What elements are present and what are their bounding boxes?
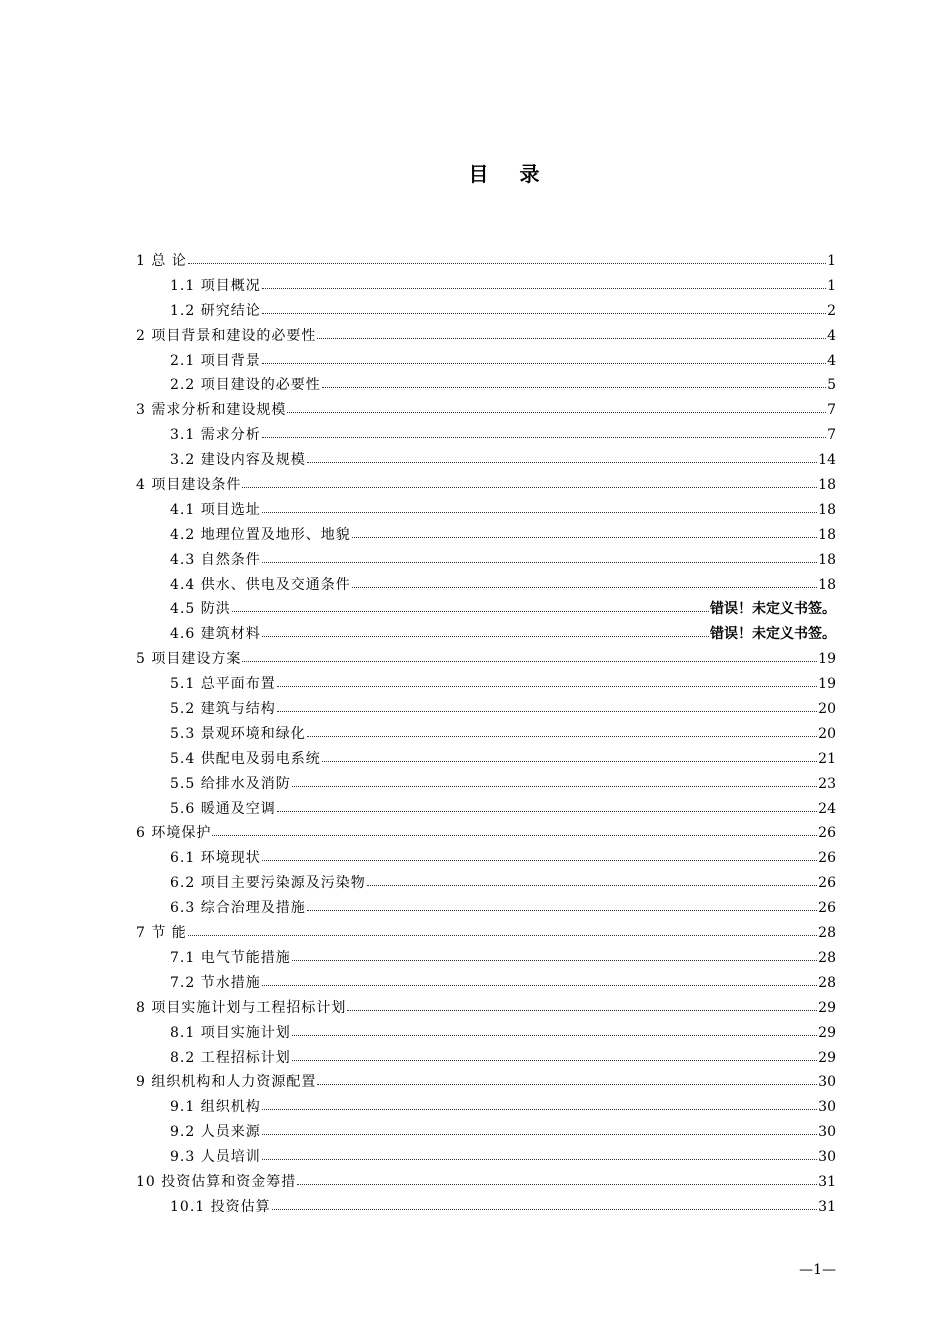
toc-entry[interactable] (136, 448, 836, 473)
dot-leader (262, 973, 817, 987)
dot-leader (277, 674, 817, 688)
toc-entry-page-number: 21 (818, 750, 836, 767)
toc-entry-page-number: 20 (818, 725, 836, 742)
toc-entry-text: 4.2 地理位置及地形、地貌 (170, 526, 351, 543)
toc-entry-page-number: 4 (827, 327, 836, 344)
toc-entry[interactable] (136, 299, 836, 324)
toc-entry-text: 4.3 自然条件 (170, 551, 261, 568)
toc-entry[interactable] (136, 996, 836, 1021)
dot-leader (242, 475, 817, 489)
toc-entry-page-number: 14 (818, 452, 836, 469)
toc-entry-text: 3.2 建设内容及规模 (170, 452, 306, 469)
page-number-footer: —1— (799, 1262, 836, 1278)
table-of-contents (136, 249, 836, 1220)
toc-entry[interactable] (136, 946, 836, 971)
toc-entry[interactable] (136, 622, 836, 647)
toc-entry-text: 8.2 工程招标计划 (170, 1049, 291, 1066)
toc-entry-text: 6.2 项目主要污染源及污染物 (170, 875, 366, 892)
dot-leader (262, 301, 826, 315)
dot-leader (262, 425, 826, 439)
toc-entry[interactable] (136, 697, 836, 722)
toc-entry[interactable] (136, 722, 836, 747)
toc-entry-page-number: 30 (818, 1099, 836, 1116)
toc-entry-text: 5.3 景观环境和绿化 (170, 725, 306, 742)
toc-entry-text: 10 投资估算和资金筹措 (136, 1173, 297, 1190)
toc-entry[interactable] (136, 921, 836, 946)
toc-entry-page-number: 18 (818, 477, 836, 494)
toc-entry-page-number: 29 (818, 1024, 836, 1041)
toc-entry-page-number: 30 (818, 1074, 836, 1091)
toc-entry-text: 9.3 人员培训 (170, 1149, 261, 1166)
toc-entry-page-number: 26 (818, 850, 836, 867)
toc-entry-page-number: 18 (818, 501, 836, 518)
dot-leader (232, 599, 709, 613)
dot-leader (188, 251, 826, 265)
toc-entry[interactable] (136, 573, 836, 598)
dot-leader (262, 500, 817, 514)
toc-entry[interactable] (136, 473, 836, 498)
dot-leader (287, 400, 826, 414)
toc-entry-text: 7.1 电气节能措施 (170, 949, 291, 966)
toc-entry[interactable] (136, 1070, 836, 1095)
toc-entry[interactable] (136, 1046, 836, 1071)
toc-title: 目 录 (468, 162, 552, 186)
toc-entry-page-number: 28 (818, 925, 836, 942)
toc-entry-text: 5.2 建筑与结构 (170, 701, 276, 718)
toc-entry[interactable] (136, 846, 836, 871)
toc-entry[interactable] (136, 1195, 836, 1220)
toc-entry-error-message: 错误！未定义书签。 (710, 626, 836, 643)
toc-entry-text: 2.1 项目背景 (170, 352, 261, 369)
toc-entry-page-number: 18 (818, 526, 836, 543)
dot-leader (322, 749, 817, 763)
toc-entry[interactable] (136, 647, 836, 672)
toc-entry-page-number: 18 (818, 551, 836, 568)
toc-entry-page-number: 30 (818, 1149, 836, 1166)
dot-leader (367, 873, 817, 887)
toc-entry-page-number: 26 (818, 825, 836, 842)
toc-entry-page-number: 30 (818, 1124, 836, 1141)
dot-leader (277, 799, 817, 813)
toc-entry[interactable] (136, 1095, 836, 1120)
toc-entry-text: 6 环境保护 (136, 825, 212, 842)
toc-entry-page-number: 19 (818, 651, 836, 668)
toc-entry-text: 1.1 项目概况 (170, 277, 261, 294)
dot-leader (262, 624, 709, 638)
dot-leader (292, 1023, 817, 1037)
dot-leader (352, 575, 817, 589)
toc-entry-page-number: 29 (818, 1049, 836, 1066)
toc-entry[interactable] (136, 871, 836, 896)
toc-entry-text: 6.3 综合治理及措施 (170, 900, 306, 917)
toc-entry[interactable] (136, 498, 836, 523)
dot-leader (242, 649, 817, 663)
toc-entry-text: 5.5 给排水及消防 (170, 775, 291, 792)
dot-leader (212, 823, 817, 837)
toc-entry-text: 7 节 能 (136, 925, 187, 942)
dot-leader (307, 724, 817, 738)
toc-entry-text: 4.5 防洪 (170, 601, 231, 618)
toc-entry-text: 9 组织机构和人力资源配置 (136, 1074, 317, 1091)
toc-entry-page-number: 23 (818, 775, 836, 792)
toc-entry-text: 7.2 节水措施 (170, 974, 261, 991)
toc-entry-text: 1.2 研究结论 (170, 302, 261, 319)
dot-leader (188, 923, 817, 937)
toc-entry-text: 3 需求分析和建设规模 (136, 402, 287, 419)
toc-entry-text: 10.1 投资估算 (170, 1198, 271, 1215)
toc-entry-text: 2 项目背景和建设的必要性 (136, 327, 317, 344)
toc-entry-text: 4.6 建筑材料 (170, 626, 261, 643)
toc-entry-text: 4 项目建设条件 (136, 477, 242, 494)
toc-entry-text: 9.1 组织机构 (170, 1099, 261, 1116)
toc-entry-page-number: 28 (818, 949, 836, 966)
toc-entry-page-number: 1 (827, 253, 836, 269)
dot-leader (307, 450, 817, 464)
dot-leader (317, 326, 826, 340)
dot-leader (322, 375, 826, 389)
dot-leader (262, 550, 817, 564)
toc-entry[interactable] (136, 672, 836, 697)
toc-entry[interactable] (136, 398, 836, 423)
toc-entry[interactable] (136, 523, 836, 548)
toc-entry-page-number: 28 (818, 974, 836, 991)
toc-entry-text: 5.6 暖通及空调 (170, 800, 276, 817)
dot-leader (352, 525, 817, 539)
toc-entry[interactable] (136, 1120, 836, 1145)
toc-entry-text: 4.1 项目选址 (170, 501, 261, 518)
dot-leader (262, 351, 826, 365)
toc-entry[interactable] (136, 797, 836, 822)
dot-leader (297, 1172, 817, 1186)
toc-entry[interactable] (136, 324, 836, 349)
toc-entry[interactable] (136, 548, 836, 573)
toc-entry[interactable] (136, 1145, 836, 1170)
toc-entry[interactable] (136, 274, 836, 299)
toc-entry-page-number: 20 (818, 701, 836, 718)
toc-entry[interactable] (136, 423, 836, 448)
toc-entry[interactable] (136, 821, 836, 846)
dot-leader (292, 948, 817, 962)
toc-entry-text: 9.2 人员来源 (170, 1124, 261, 1141)
toc-entry-error-message: 错误！未定义书签。 (710, 601, 836, 618)
dot-leader (307, 898, 817, 912)
toc-entry-page-number: 19 (818, 676, 836, 693)
toc-entry-text: 5.1 总平面布置 (170, 676, 276, 693)
toc-entry-page-number: 31 (818, 1198, 836, 1215)
toc-entry[interactable] (136, 373, 836, 398)
toc-entry-page-number: 7 (827, 402, 836, 419)
toc-entry-page-number: 2 (827, 302, 836, 319)
toc-entry[interactable] (136, 772, 836, 797)
toc-entry-text: 8 项目实施计划与工程招标计划 (136, 999, 347, 1016)
dot-leader (272, 1197, 818, 1211)
toc-entry[interactable] (136, 1170, 836, 1195)
dot-leader (262, 1147, 817, 1161)
toc-entry-page-number: 29 (818, 999, 836, 1016)
toc-entry[interactable] (136, 747, 836, 772)
toc-entry-page-number: 18 (818, 576, 836, 593)
toc-entry-text: 2.2 项目建设的必要性 (170, 377, 321, 394)
toc-entry-page-number: 4 (827, 352, 836, 369)
toc-entry-page-number: 24 (818, 800, 836, 817)
dot-leader (292, 774, 817, 788)
toc-entry[interactable] (136, 349, 836, 374)
toc-entry[interactable] (136, 971, 836, 996)
dot-leader (262, 1122, 817, 1136)
toc-entry[interactable] (136, 597, 836, 622)
toc-entry-text: 3.1 需求分析 (170, 427, 261, 444)
toc-entry-text: 8.1 项目实施计划 (170, 1024, 291, 1041)
toc-entry-page-number: 5 (827, 377, 836, 394)
dot-leader (262, 1097, 817, 1111)
dot-leader (277, 699, 817, 713)
toc-entry-page-number: 7 (827, 427, 836, 444)
dot-leader (262, 276, 826, 290)
toc-entry-text: 6.1 环境现状 (170, 850, 261, 867)
toc-entry-page-number: 26 (818, 875, 836, 892)
dot-leader (262, 848, 817, 862)
toc-entry-text: 5 项目建设方案 (136, 651, 242, 668)
toc-entry-page-number: 31 (818, 1173, 836, 1190)
toc-entry-text: 1 总 论 (136, 253, 187, 269)
dot-leader (292, 1048, 817, 1062)
toc-entry[interactable] (136, 896, 836, 921)
dot-leader (317, 1072, 817, 1086)
toc-entry-text: 5.4 供配电及弱电系统 (170, 750, 321, 767)
toc-entry-page-number: 26 (818, 900, 836, 917)
toc-entry[interactable] (136, 249, 836, 274)
dot-leader (347, 998, 817, 1012)
toc-entry-page-number: 1 (827, 277, 836, 294)
toc-entry-text: 4.4 供水、供电及交通条件 (170, 576, 351, 593)
toc-entry[interactable] (136, 1021, 836, 1046)
